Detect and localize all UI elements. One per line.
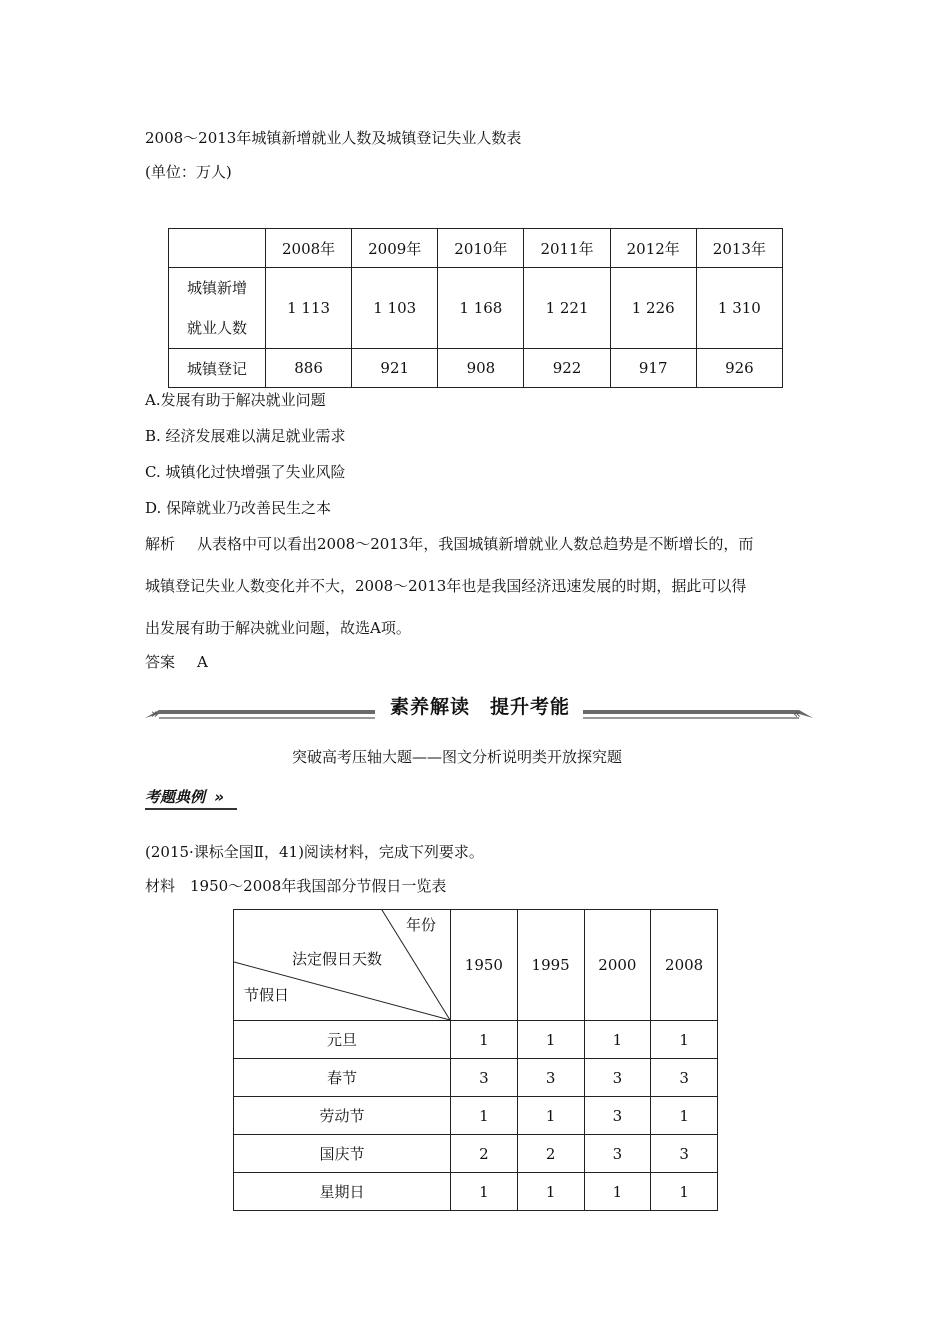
table2-cell: 1 bbox=[651, 1097, 718, 1135]
table2-cell: 1 bbox=[651, 1173, 718, 1211]
banner-title: 素养解读 提升考能 bbox=[389, 696, 570, 718]
subtitle: 突破高考压轴大题——图文分析说明类开放探究题 bbox=[292, 748, 623, 766]
analysis-line-2: 城镇登记失业人数变化并不大，2008～2013年也是我国经济迅速发展的时期，据此可以得 bbox=[145, 577, 747, 595]
table2-year-header: 1995 bbox=[517, 910, 584, 1021]
table-row bbox=[234, 1135, 718, 1173]
table1-cell: 1 103 bbox=[352, 268, 438, 349]
table2-cell: 1 bbox=[584, 1173, 651, 1211]
section-tag-label: 考题典例 bbox=[145, 788, 206, 806]
section-banner bbox=[145, 688, 813, 724]
table1-row-label-line: 就业人数 bbox=[186, 319, 247, 337]
holiday-name: 国庆节 bbox=[234, 1135, 451, 1173]
table2-cell: 1 bbox=[517, 1173, 584, 1211]
table1-cell: 908 bbox=[438, 349, 524, 388]
header-year-label: 年份 bbox=[406, 916, 437, 934]
svg-text:»: » bbox=[151, 707, 159, 722]
table2-cell: 3 bbox=[517, 1059, 584, 1097]
analysis-text: 从表格中可以看出2008～2013年，我国城镇新增就业人数总趋势是不断增长的，而 bbox=[197, 535, 754, 553]
table1-cell: 1 168 bbox=[438, 268, 524, 349]
answer-label: 答案 bbox=[145, 653, 176, 671]
answer-value: A bbox=[197, 653, 208, 671]
table2-cell: 1 bbox=[451, 1021, 518, 1059]
question-line: (2015·课标全国Ⅱ，41)阅读材料，完成下列要求。 bbox=[145, 843, 484, 861]
table-row bbox=[234, 1059, 718, 1097]
option-d: D. 保障就业乃改善民生之本 bbox=[145, 499, 332, 517]
table1-year-header: 2008年 bbox=[266, 229, 352, 268]
table1-cell: 1 113 bbox=[266, 268, 352, 349]
double-chevron-icon: » bbox=[214, 788, 224, 806]
header-holiday-label: 节假日 bbox=[244, 986, 290, 1004]
section-tag-underline bbox=[145, 808, 237, 810]
table2-cell: 3 bbox=[651, 1059, 718, 1097]
table1-year-header: 2010年 bbox=[438, 229, 524, 268]
table1-year-header: 2013年 bbox=[696, 229, 782, 268]
table1-cell: 1 221 bbox=[524, 268, 610, 349]
section-tag bbox=[145, 786, 224, 807]
table2-cell: 3 bbox=[451, 1059, 518, 1097]
holiday-name: 春节 bbox=[234, 1059, 451, 1097]
option-b: B. 经济发展难以满足就业需求 bbox=[145, 427, 346, 445]
svg-text:«: « bbox=[793, 707, 801, 722]
table1-cell: 921 bbox=[352, 349, 438, 388]
table1-cell: 922 bbox=[524, 349, 610, 388]
table2-cell: 2 bbox=[517, 1135, 584, 1173]
table2-cell: 1 bbox=[651, 1021, 718, 1059]
table1-cell: 886 bbox=[266, 349, 352, 388]
option-a: A.发展有助于解决就业问题 bbox=[145, 391, 326, 409]
table2-cell: 1 bbox=[451, 1097, 518, 1135]
table2-cell: 3 bbox=[584, 1135, 651, 1173]
employment-table bbox=[168, 228, 783, 388]
table1-year-header: 2012年 bbox=[610, 229, 696, 268]
table2-diagonal-header bbox=[234, 910, 451, 1021]
analysis-line-1 bbox=[145, 534, 753, 554]
holiday-name: 星期日 bbox=[234, 1173, 451, 1211]
table1-cell: 917 bbox=[610, 349, 696, 388]
holiday-name: 劳动节 bbox=[234, 1097, 451, 1135]
table2-cell: 1 bbox=[584, 1021, 651, 1059]
table1-row-label-line: 城镇新增 bbox=[186, 279, 247, 297]
table2-cell: 2 bbox=[451, 1135, 518, 1173]
table-row bbox=[234, 1173, 718, 1211]
analysis-label: 解析 bbox=[145, 535, 176, 553]
table1-row-label: 城镇登记 bbox=[169, 349, 266, 388]
table1-title: 2008～2013年城镇新增就业人数及城镇登记失业人数表 bbox=[145, 129, 522, 147]
header-days-label: 法定假日天数 bbox=[292, 950, 383, 968]
holiday-name: 元旦 bbox=[234, 1021, 451, 1059]
table-row bbox=[234, 1021, 718, 1059]
table1-corner-cell bbox=[169, 229, 266, 268]
table2-year-header: 2008 bbox=[651, 910, 718, 1021]
table1-year-header: 2009年 bbox=[352, 229, 438, 268]
table2-year-header: 1950 bbox=[451, 910, 518, 1021]
answer-line bbox=[145, 652, 208, 672]
table1-cell: 926 bbox=[696, 349, 782, 388]
table2-cell: 1 bbox=[517, 1021, 584, 1059]
table1-row-label bbox=[169, 268, 266, 349]
material-line: 材料 1950～2008年我国部分节假日一览表 bbox=[145, 877, 447, 895]
table2-year-header: 2000 bbox=[584, 910, 651, 1021]
option-c: C. 城镇化过快增强了失业风险 bbox=[145, 463, 346, 481]
table2-cell: 3 bbox=[584, 1059, 651, 1097]
table1-year-header: 2011年 bbox=[524, 229, 610, 268]
table1-cell: 1 310 bbox=[696, 268, 782, 349]
table1-unit: (单位：万人) bbox=[145, 163, 232, 181]
table2-cell: 3 bbox=[651, 1135, 718, 1173]
table2-cell: 1 bbox=[451, 1173, 518, 1211]
table2-cell: 3 bbox=[584, 1097, 651, 1135]
table-row bbox=[234, 1097, 718, 1135]
table2-cell: 1 bbox=[517, 1097, 584, 1135]
table1-cell: 1 226 bbox=[610, 268, 696, 349]
analysis-line-3: 出发展有助于解决就业问题，故选A项。 bbox=[145, 619, 411, 637]
holiday-table bbox=[233, 909, 718, 1211]
